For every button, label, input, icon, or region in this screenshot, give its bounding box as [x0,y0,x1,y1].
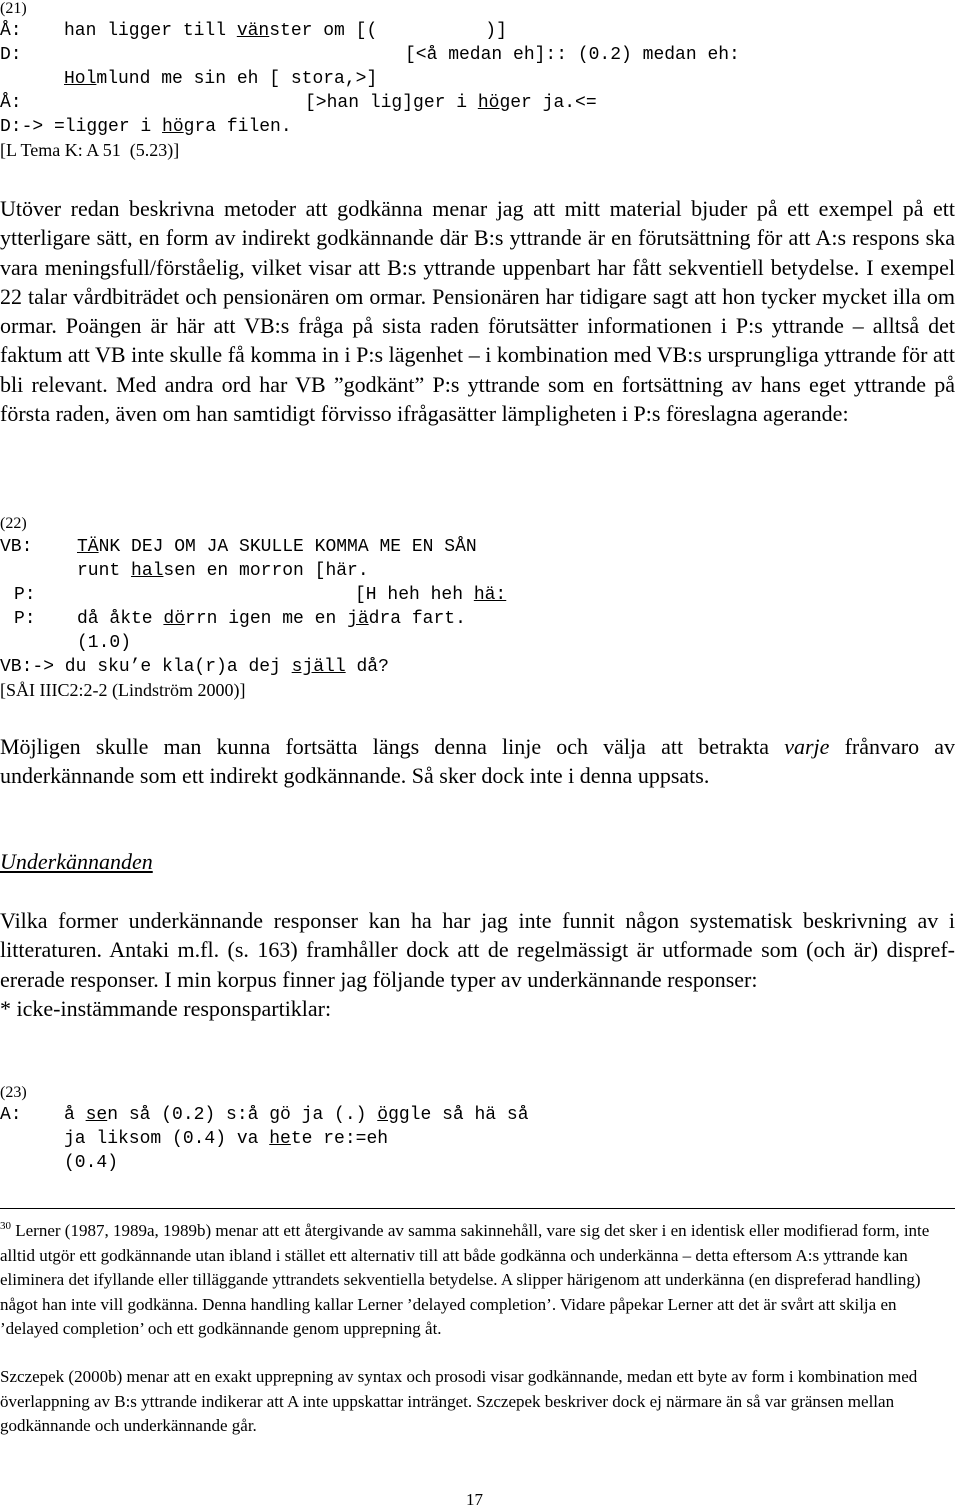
example-source: [L Tema K: A 51 (5.23)] [0,140,180,160]
transcript-line: han ligger till vänster om [( )] [64,21,507,41]
transcript-line: å sen så (0.2) s:å gö ja (.) öggle så hä så [64,1105,529,1125]
example-number: (21) [0,0,27,17]
transcript-speaker: D: [0,45,22,65]
body-paragraph: Möjligen skulle man kunna fortsätta längs denna linje och välja att betrakta varje frånvaro av underkännande som ett indirekt godkännande. Så sker dock inte i denna uppsats. [0,734,956,789]
transcript-speaker: P: [14,609,36,629]
footnote: $^{30}$ Lerner (1987, 1989a, 1989b) menar att ett återgivande av samma sakinnehåll, vare sig det sker i en identisk eller modifierad form, inte alltid utgör ett godkännande utan ibland i stället ett alternativ till att både godkänna och underkänna – detta eftersom A:s yttrande kan eliminera det ifyllande eller tilläggande yttrandets sekventiella betydelse. A slipper härigenom att underkänna (en dispreferad handling) något han inte vill godkänna. Denna handling kallar Lerner ’delayed completion’. Vidare påpekar Lerner att det är svårt att skilja en ’delayed completion’ och ett godkännande genom upprepning åt. [0,1220,930,1338]
transcript-line: [>han lig]ger i höger ja.<= [305,93,597,113]
body-paragraph: Utöver redan beskrivna metoder att godkänna menar jag att mitt material bjuder på ett exempel på ett ytterligare sätt, en form av indirekt godkännande där B:s yttrande är en förutsättning för att A:s respons ska vara meningsfull/förståelig, vilket visar att B:s yttrande uppenbart har fått sekventiell betydelse. I exempel 22 talar vårdbiträdet och pensionären om ormar. Pensionären har tidigare sagt att hon tycker mycket illa om ormar. Poängen är här att VB:s fråga på sista raden förutsätter informationen i P:s yttrande – alltså det faktum att VB inte skulle få komma in i P:s lägenhet – i kombination med VB:s ursprungliga yttrande för att bli relevant. Med andra ord har VB ”godkänt” P:s yttrande som en fortsättning av hans eget yttrande på första raden, även om han samtidigt förvisso ifrågasätter lämpligheten i P:s föreslagna agerande: [0,196,955,427]
footnote-marker: 30 [0,1220,11,1232]
transcript-speaker: VB: [0,537,33,557]
transcript-speaker: Å: [0,93,22,113]
transcript-line: då åkte dörrn igen me en jädra fart. [77,609,466,629]
transcript-speaker: P: [14,585,36,605]
page-number: 17 [466,1490,483,1509]
transcript-line: VB:-> du sku’e kla(r)a dej själl då? [0,657,389,677]
transcript-line: runt halsen en morron [här. [77,561,369,581]
transcript-line: D:-> =ligger i högra filen. [0,117,292,137]
transcript-line: ja liksom (0.4) va hete re:=eh [64,1129,389,1149]
example-source: [SÅI IIIC2:2-2 (Lindström 2000)] [0,680,246,700]
body-paragraph: Vilka former underkännande responser kan ha har jag inte funnit någon systematisk beskrivning av i litteraturen. Antaki m.fl. (s. 163) framhåller dock att de regelmässigt är utformade som (och är) disprefererade responser. I min korpus finner jag följande typer av underkännande responser: * icke-instämmande responspartiklar: [0,908,955,1021]
transcript-speaker: A: [0,1105,22,1125]
footnote-continuation: Szczepek (2000b) menar att en exakt upprepning av syntax och prosodi visar godkännande, medan ett byte av form i kombination med överlappning av B:s yttrande indikerar att A inte uppskattar intränget. Szczepek beskriver dock ej närmare än så var gränsen mellan godkännande och underkännande går. [0,1367,918,1435]
transcript-line: TÄNK DEJ OM JA SKULLE KOMMA ME EN SÅN [77,537,477,557]
example-number: (22) [0,515,27,532]
transcript-line: (1.0) [77,633,132,653]
transcript-line: [<å medan eh]:: (0.2) medan eh: [405,45,740,65]
bullet-item: * icke-instämmande responspartiklar: [0,995,332,1021]
footnote-separator [0,1208,955,1209]
transcript-line: [H heh heh hä: [355,585,507,605]
transcript-line: Holmlund me sin eh [ stora,>] [64,69,378,89]
transcript-line: (0.4) [64,1153,119,1173]
section-heading: Underkännanden [0,849,153,874]
transcript-speaker: Å: [0,21,22,41]
example-number: (23) [0,1084,27,1101]
